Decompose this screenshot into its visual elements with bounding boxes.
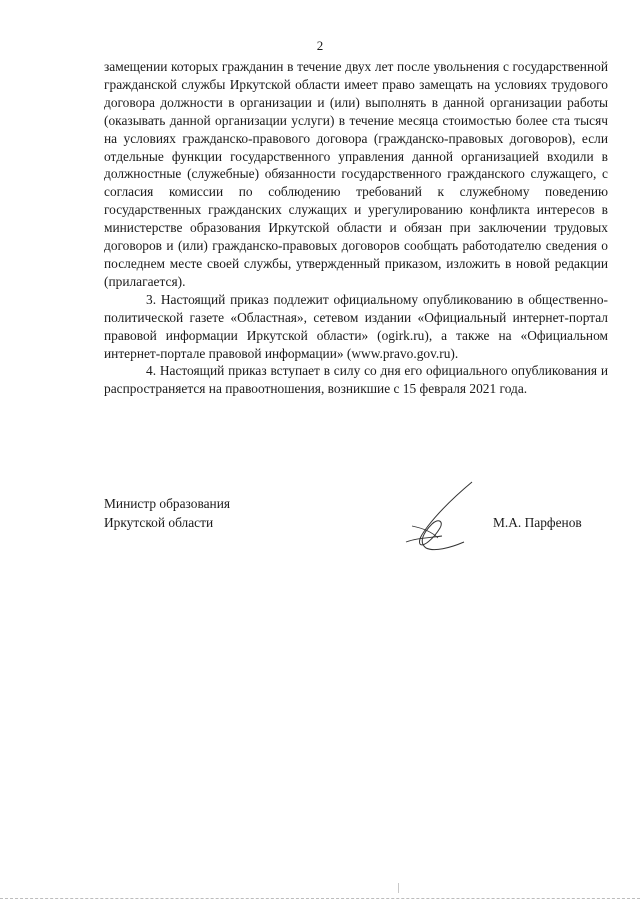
position-line-1: Министр образования xyxy=(104,496,231,511)
paragraph-item-3: 3. Настоящий приказ подлежит официальному опубликованию в общественно-политической газете «Областная», сетевом издании «Официальный интернет-портал правовой информации Иркутской области» (ogirk.ru), а также на «Официальном интернет-портале правовой информации» (www.pravo.gov.ru). xyxy=(104,291,608,361)
position-line-2: Иркутской области xyxy=(104,515,214,530)
paragraph-item-4: 4. Настоящий приказ вступает в силу со дня его официального опубликования и распространяется на правоотношения, возникшие с 15 февраля 2021 года. xyxy=(104,363,608,397)
scan-edge-line xyxy=(0,898,640,899)
handwritten-signature xyxy=(398,478,478,558)
page-number: 2 xyxy=(316,38,324,53)
scan-mark xyxy=(398,883,409,893)
signatory-position xyxy=(104,494,230,532)
document-body xyxy=(104,58,608,398)
paragraph-continuation: замещении которых гражданин в течение двух лет после увольнения с государственной гражданской службы Иркутской области имеет право замещать на условиях трудового договора должности в организации и (или) выполнять в данной организации работы (оказывать данной организации услуги) в течение месяца стоимостью более ста тысяч на условиях гражданско-правового договора (гражданско-правовых договоров), если отдельные функции государственного управления данной организацией входили в должностные (служебные) обязанности государственного гражданского служащего, с согласия комиссии по соблюдению требований к служебному поведению государственных гражданских служащих и урегулированию конфликта интересов в министерстве образования Иркутской области и обязан при заключении трудовых договоров и (или) гражданско-правовых договоров сообщать работодателю сведения о последнем месте своей службы, утвержденный приказом, изложить в новой редакции (прилагается). xyxy=(104,59,608,289)
signatory-name: М.А. Парфенов xyxy=(493,515,582,530)
